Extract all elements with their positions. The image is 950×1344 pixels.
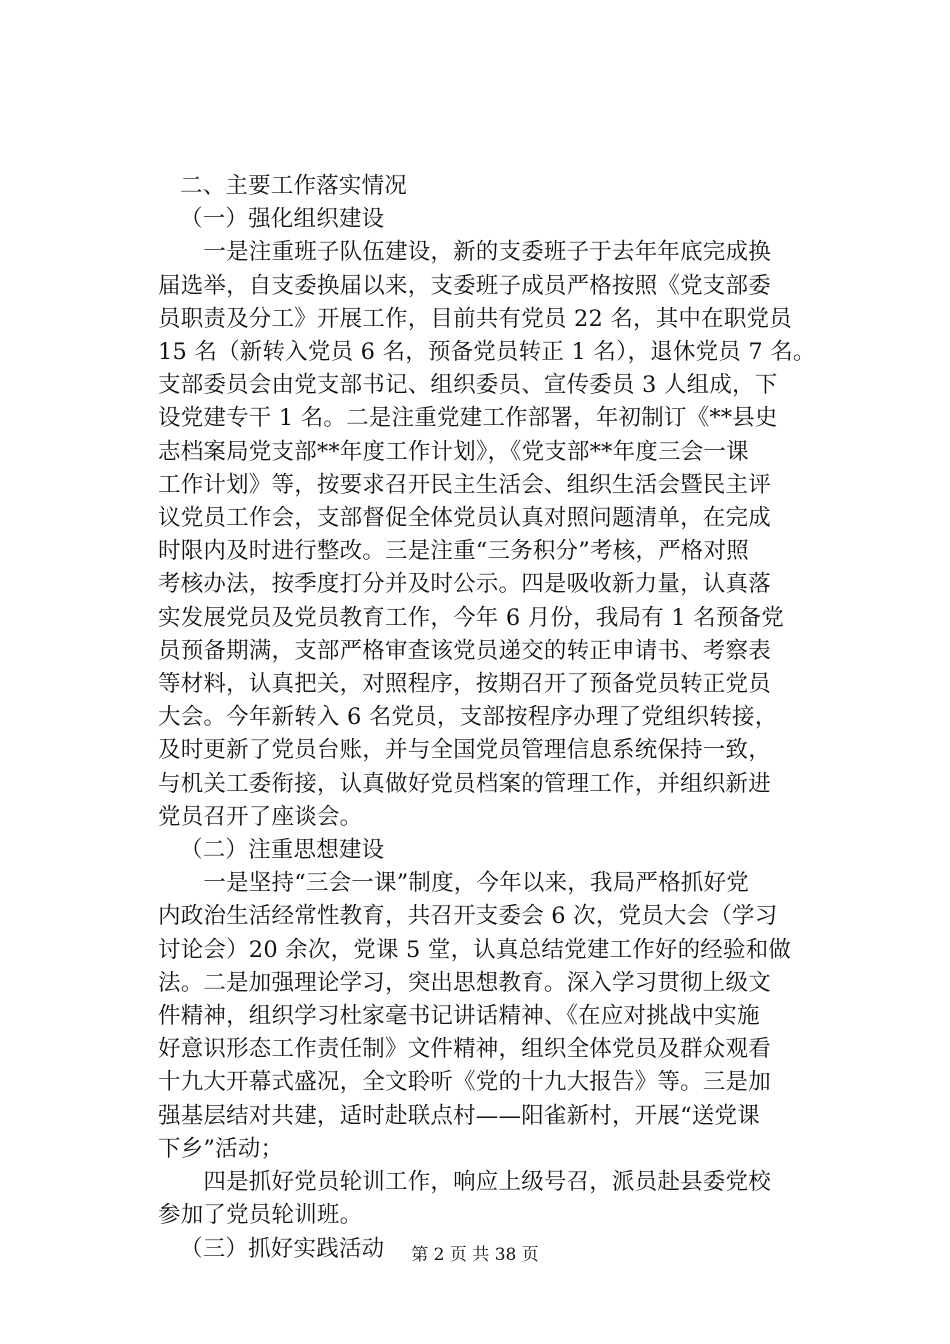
subsection-title-ideology: （二）注重思想建设: [180, 837, 385, 864]
paragraph-line: 法。二是加强理论学习，突出思想教育。深入学习贯彻上级文: [158, 969, 771, 996]
paragraph-line: 一是坚持“三会一课”制度，今年以来，我局严格抓好党: [158, 870, 749, 897]
page-footer: [0, 1240, 950, 1265]
paragraph-line: 十九大开幕式盛况，全文聆听《党的十九大报告》等。三是加: [158, 1069, 771, 1096]
document-body: [158, 170, 828, 1266]
paragraph-line: 党员召开了座谈会。: [158, 803, 363, 830]
paragraph-line: 实发展党员及党员教育工作，今年 6 月份，我局有 1 名预备党: [158, 604, 784, 631]
paragraph-line: 大会。今年新转入 6 名党员，支部按程序办理了党组织转接，: [158, 704, 778, 731]
paragraph-ideology: [158, 867, 828, 1166]
paragraph-line: 参加了党员轮训班。: [158, 1202, 363, 1229]
paragraph-line: 员预备期满，支部严格审查该党员递交的转正申请书、考察表: [158, 637, 771, 664]
paragraph-organization: [158, 236, 828, 834]
paragraph-line: 与机关工委衔接，认真做好党员档案的管理工作，并组织新进: [158, 770, 771, 797]
paragraph-line: 好意识形态工作责任制》文件精神，组织全体党员及群众观看: [158, 1036, 771, 1063]
page-indicator: 第 2 页 共 38 页: [411, 1245, 539, 1265]
paragraph-line: 设党建专干 1 名。二是注重党建工作部署，年初制订《**县史: [158, 405, 778, 432]
paragraph-line: 强基层结对共建，适时赴联点村——阳雀新村，开展“送党课: [158, 1102, 760, 1129]
paragraph-line: 四是抓好党员轮训工作，响应上级号召，派员赴县委党校: [158, 1169, 771, 1196]
paragraph-line: 讨论会）20 余次，党课 5 堂，认真总结党建工作好的经验和做: [158, 936, 792, 963]
paragraph-line: 员职责及分工》开展工作，目前共有党员 22 名，其中在职党员: [158, 305, 792, 332]
paragraph-line: 件精神，组织学习杜家毫书记讲话精神、《在应对挑战中实施: [158, 1003, 760, 1030]
paragraph-line: 考核办法，按季度打分并及时公示。四是吸收新力量，认真落: [158, 571, 771, 598]
paragraph-training: [158, 1166, 828, 1232]
subsection-title-practice: （三）抓好实践活动: [180, 1235, 385, 1262]
paragraph-line: 下乡”活动；: [158, 1135, 284, 1162]
paragraph-line: 工作计划》等，按要求召开民主生活会、组织生活会暨民主评: [158, 471, 771, 498]
paragraph-line: 时限内及时进行整改。三是注重“三务积分”考核，严格对照: [158, 538, 749, 565]
subsection-title-organization: （一）强化组织建设: [180, 206, 385, 233]
paragraph-line: 内政治生活经常性教育，共召开支委会 6 次，党员大会（学习: [158, 903, 778, 930]
paragraph-line: 15 名（新转入党员 6 名，预备党员转正 1 名），退休党员 7 名。: [158, 339, 816, 366]
paragraph-line: 议党员工作会，支部督促全体党员认真对照问题清单，在完成: [158, 505, 771, 532]
paragraph-line: 支部委员会由党支部书记、组织委员、宣传委员 3 人组成，下: [158, 372, 778, 399]
paragraph-line: 及时更新了党员台账，并与全国党员管理信息系统保持一致，: [158, 737, 771, 764]
section-title: 二、主要工作落实情况: [180, 173, 408, 199]
paragraph-line: 志档案局党支部**年度工作计划》，《党支部**年度三会一课: [158, 438, 749, 465]
paragraph-line: 一是注重班子队伍建设，新的支委班子于去年年底完成换: [158, 239, 771, 266]
paragraph-line: 届选举，自支委换届以来，支委班子成员严格按照《党支部委: [158, 272, 771, 299]
paragraph-line: 等材料，认真把关，对照程序，按期召开了预备党员转正党员: [158, 671, 771, 698]
